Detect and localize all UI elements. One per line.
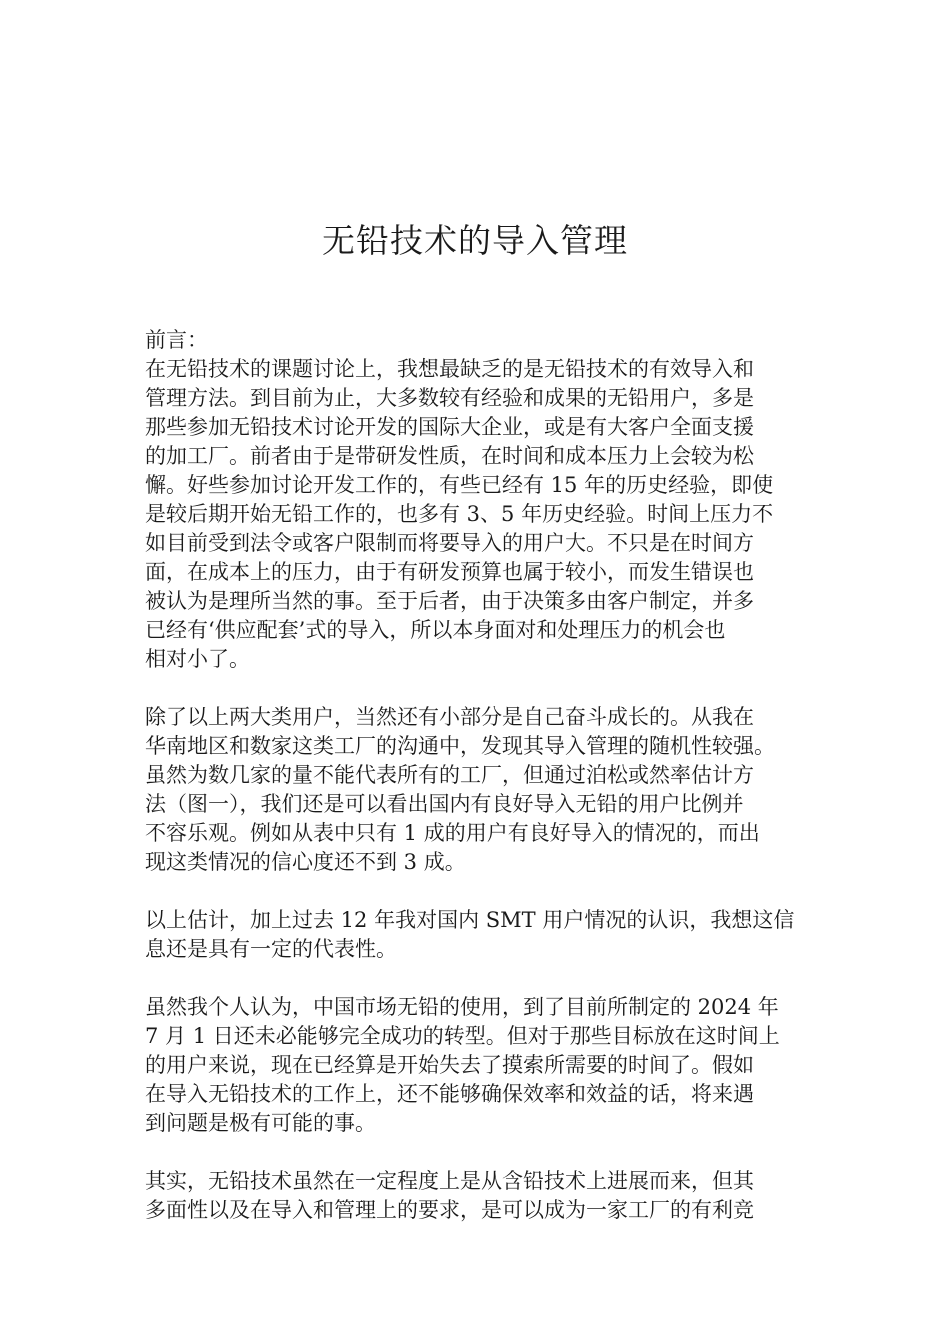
paragraph-spacer: [145, 964, 815, 993]
paragraph-preface: [145, 326, 815, 674]
text-line: 是较后期开始无铅工作的，也多有 3、5 年历史经验。时间上压力不: [145, 502, 774, 526]
text-line: 除了以上两大类用户，当然还有小部分是自己奋斗成长的。从我在: [145, 705, 754, 729]
text-line: 7 月 1 日还未必能够完全成功的转型。但对于那些目标放在这时间上: [145, 1024, 780, 1048]
text-line: 相对小了。: [145, 647, 250, 671]
text-line: 管理方法。到目前为止，大多数较有经验和成果的无铅用户，多是: [145, 386, 754, 410]
text-line: 在导入无铅技术的工作上，还不能够确保效率和效益的话，将来遇: [145, 1082, 754, 1106]
text-line: 多面性以及在导入和管理上的要求，是可以成为一家工厂的有利竞: [145, 1198, 754, 1222]
paragraph: [145, 993, 815, 1138]
text-line: 那些参加无铅技术讨论开发的国际大企业，或是有大客户全面支援: [145, 415, 754, 439]
text-line: 虽然为数几家的量不能代表所有的工厂，但通过泊松或然率估计方: [145, 763, 754, 787]
text-line: 现这类情况的信心度还不到 3 成。: [145, 850, 466, 874]
paragraph: [145, 1167, 815, 1225]
text-line: 的用户来说，现在已经算是开始失去了摸索所需要的时间了。假如: [145, 1053, 754, 1077]
text-line: 的加工厂。前者由于是带研发性质，在时间和成本压力上会较为松: [145, 444, 754, 468]
document-body: [145, 326, 815, 1225]
text-line: 不容乐观。例如从表中只有 1 成的用户有良好导入的情况的，而出: [145, 821, 760, 845]
text-line: 如目前受到法令或客户限制而将要导入的用户大。不只是在时间方: [145, 531, 754, 555]
paragraph: [145, 906, 815, 964]
text-line: 其实，无铅技术虽然在一定程度上是从含铅技术上进展而来，但其: [145, 1169, 754, 1193]
text-line: 被认为是理所当然的事。至于后者，由于决策多由客户制定，并多: [145, 589, 754, 613]
document-title: 无铅技术的导入管理: [322, 221, 628, 260]
text-line: 法（图一），我们还是可以看出国内有良好导入无铅的用户比例并: [145, 792, 744, 816]
text-line: 面，在成本上的压力，由于有研发预算也属于较小，而发生错误也: [145, 560, 754, 584]
text-line: 前言：: [145, 328, 208, 352]
text-line: 以上估计，加上过去 12 年我对国内 SMT 用户情况的认识，我想这信: [145, 908, 795, 932]
text-line: 在无铅技术的课题讨论上，我想最缺乏的是无铅技术的有效导入和: [145, 357, 754, 381]
text-line: 到问题是极有可能的事。: [145, 1111, 376, 1135]
paragraph-spacer: [145, 877, 815, 906]
text-line: 华南地区和数家这类工厂的沟通中，发现其导入管理的随机性较强。: [145, 734, 775, 758]
paragraph: [145, 703, 815, 877]
paragraph-spacer: [145, 674, 815, 703]
paragraph-spacer: [145, 1138, 815, 1167]
text-line: 已经有‘供应配套’式的导入，所以本身面对和处理压力的机会也: [145, 618, 726, 642]
text-line: 虽然我个人认为，中国市场无铅的使用，到了目前所制定的 2024 年: [145, 995, 779, 1019]
text-line: 息还是具有一定的代表性。: [145, 937, 397, 961]
text-line: 懈。好些参加讨论开发工作的，有些已经有 15 年的历史经验，即使: [145, 473, 774, 497]
